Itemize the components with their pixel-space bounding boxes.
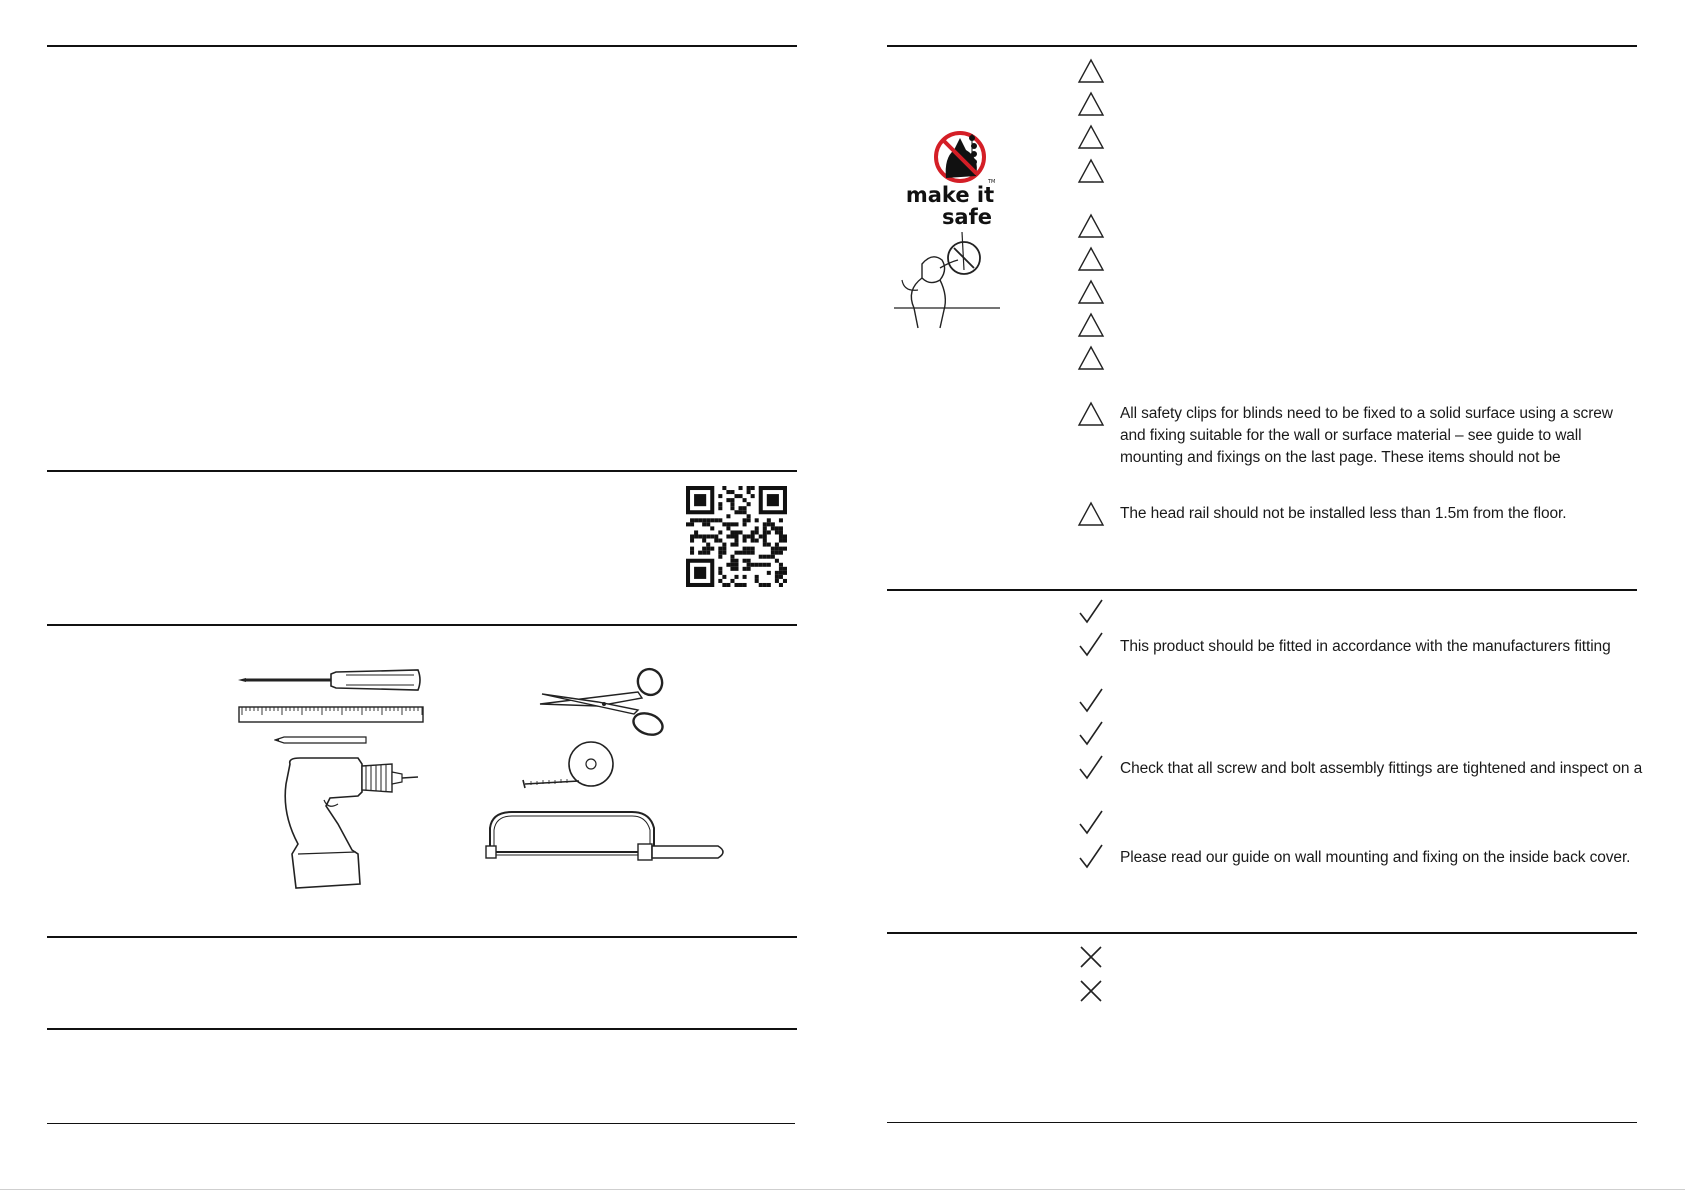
warning-triangle-icon <box>1076 343 1106 373</box>
warning-triangle-icon <box>1076 244 1106 274</box>
svg-text:TM: TM <box>988 179 996 185</box>
check-icon <box>1076 686 1106 716</box>
screwdriver-icon <box>236 665 422 695</box>
do-text: Please read our guide on wall mounting and fixing on the inside back cover. <box>1120 849 1631 866</box>
warning-triangle-icon <box>1076 211 1106 241</box>
section-divider <box>887 932 1637 934</box>
check-icon <box>1076 753 1106 783</box>
section-divider <box>47 624 797 626</box>
section-divider <box>47 1028 797 1030</box>
svg-text:make it: make it <box>905 183 995 207</box>
child-cord-illustration <box>892 230 1004 330</box>
footer-divider <box>47 1123 795 1124</box>
section-divider <box>47 45 797 47</box>
warning-triangle-icon <box>1076 399 1106 429</box>
warning-triangle-icon <box>1076 56 1106 86</box>
make-it-safe-logo <box>888 128 1004 230</box>
section-divider <box>887 45 1637 47</box>
qr-code[interactable] <box>686 486 787 587</box>
check-icon <box>1076 719 1106 749</box>
hacksaw-icon <box>482 806 730 868</box>
check-icon <box>1076 808 1106 838</box>
page-edge <box>0 1189 1685 1190</box>
drill-icon <box>280 754 420 890</box>
tape-measure-icon <box>521 740 621 790</box>
warning-triangle-icon <box>1076 310 1106 340</box>
ruler-icon <box>238 706 424 724</box>
pencil-icon <box>274 735 368 745</box>
section-divider <box>887 589 1637 591</box>
warning-text: All safety clips for blinds need to be fixed to a solid surface using a screw and fixing suitable for the wall or surface material – see guide to wall mounting and fixings on the last page. These items should not be <box>1120 405 1613 466</box>
check-icon <box>1076 597 1106 627</box>
cross-icon <box>1076 976 1106 1006</box>
warning-triangle-icon <box>1076 499 1106 529</box>
scissors-icon <box>538 666 666 740</box>
warning-triangle-icon <box>1076 122 1106 152</box>
footer-divider <box>887 1122 1637 1123</box>
cross-icon <box>1076 942 1106 972</box>
warning-triangle-icon <box>1076 156 1106 186</box>
warning-triangle-icon <box>1076 277 1106 307</box>
section-divider <box>47 936 797 938</box>
warning-text: The head rail should not be installed less than 1.5m from the floor. <box>1120 505 1567 522</box>
do-text: This product should be fitted in accordance with the manufacturers fitting <box>1120 638 1611 655</box>
do-text: Check that all screw and bolt assembly fittings are tightened and inspect on a <box>1120 760 1643 777</box>
check-icon <box>1076 630 1106 660</box>
svg-text:safe: safe <box>941 205 992 229</box>
section-divider <box>47 470 797 472</box>
warning-triangle-icon <box>1076 89 1106 119</box>
check-icon <box>1076 842 1106 872</box>
